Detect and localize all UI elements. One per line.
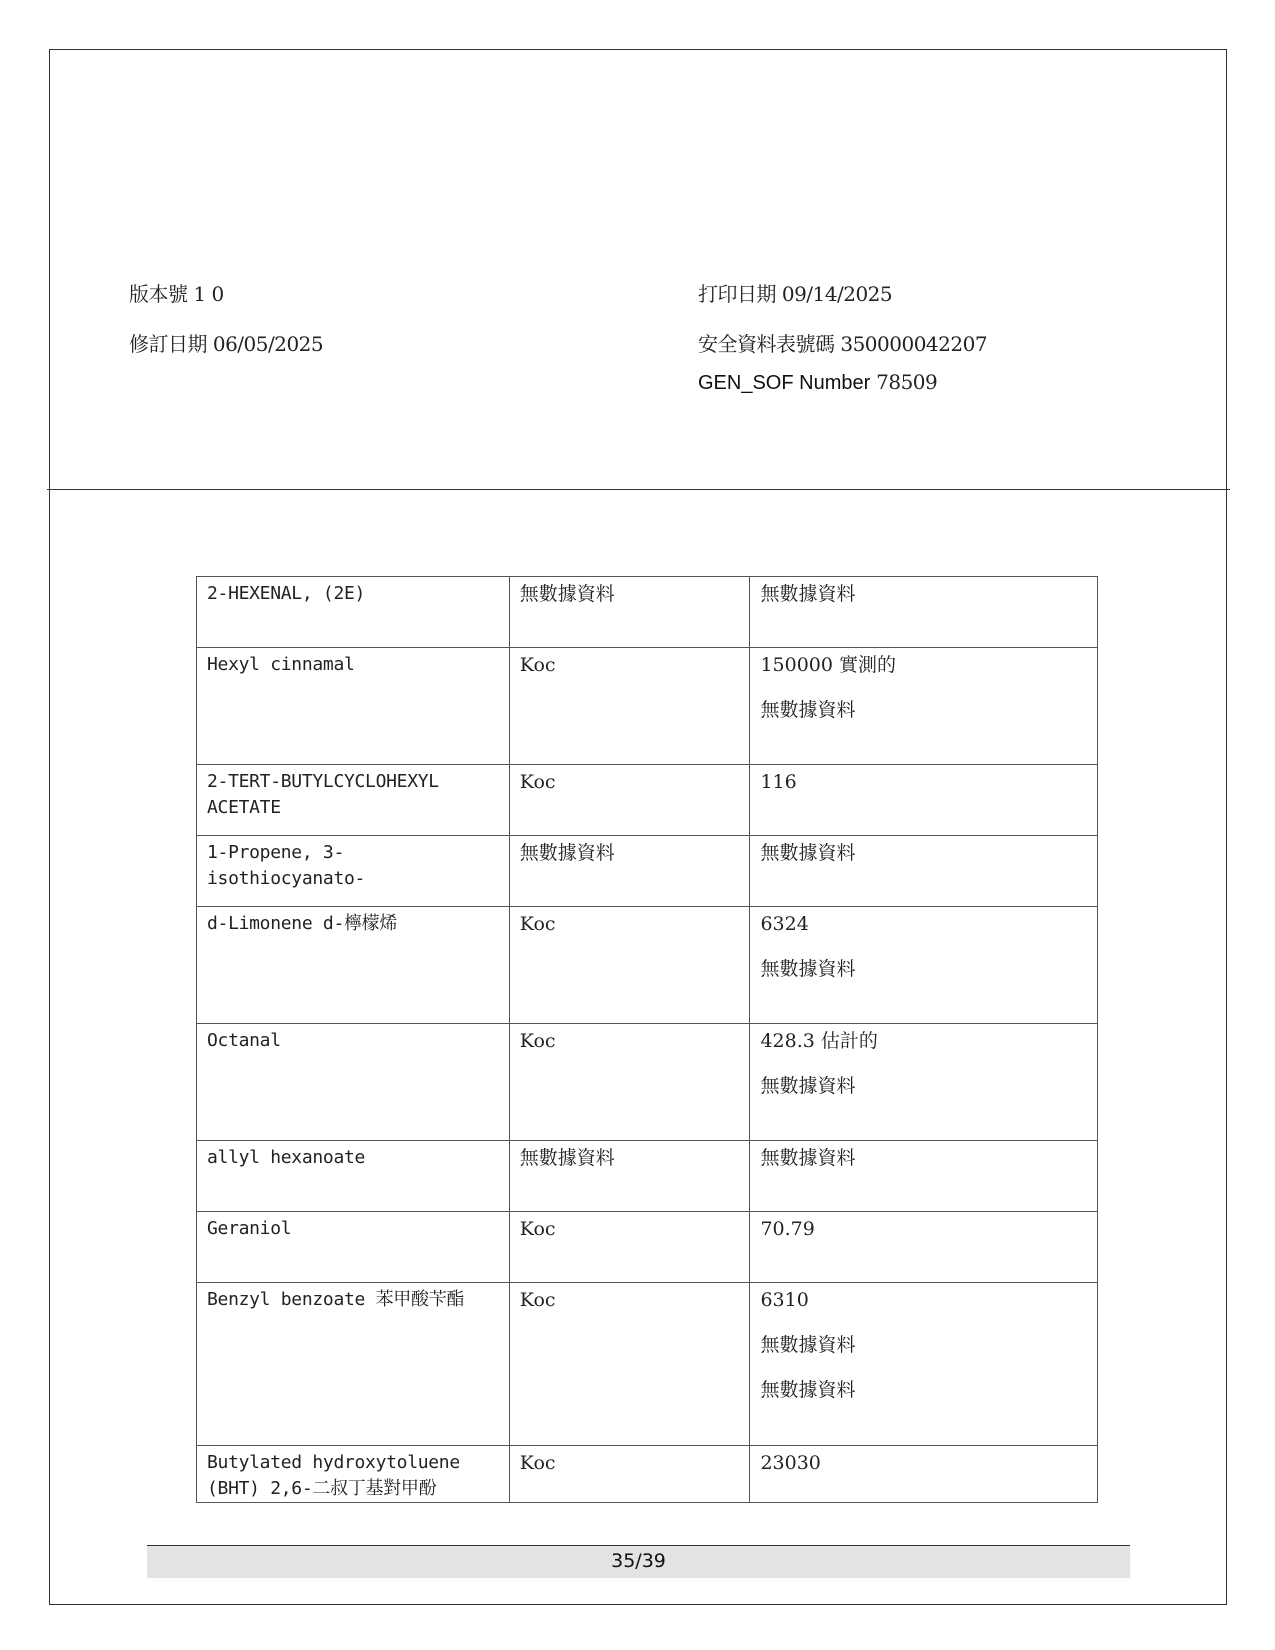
substance-cell: d-Limonene d-檸檬烯	[197, 907, 510, 1024]
substance-cell: 2-HEXENAL, (2E)	[197, 577, 510, 648]
value-line: 116	[760, 771, 797, 793]
page-number: 35/39	[611, 1550, 666, 1572]
substance-cell: 1-Propene, 3-isothiocyanato-	[197, 836, 510, 907]
gen-sof-label: GEN_SOF Number	[698, 372, 871, 394]
parameter-cell: Koc	[509, 1024, 750, 1141]
print-date: 打印日期 09/14/2025	[698, 282, 893, 306]
value-line: 428.3 估計的	[760, 1030, 878, 1052]
sds-number: 安全資料表號碼 350000042207	[698, 332, 988, 356]
parameter-cell: Koc	[509, 765, 750, 836]
substance-cell: Geraniol	[197, 1212, 510, 1283]
value-line: 無數據資料	[760, 583, 856, 605]
substance-cell: allyl hexanoate	[197, 1141, 510, 1212]
value-line: 無數據資料	[760, 958, 856, 980]
table-row	[197, 1212, 1098, 1283]
table-row	[197, 1283, 1098, 1446]
page-footer	[147, 1545, 1130, 1578]
value-line: 6310	[760, 1289, 809, 1311]
value-cell	[750, 1141, 1098, 1212]
value-cell	[750, 648, 1098, 765]
value-line: 70.79	[760, 1218, 815, 1240]
revision-date: 修訂日期 06/05/2025	[129, 332, 324, 356]
table-row	[197, 1446, 1098, 1503]
value-cell	[750, 765, 1098, 836]
koc-table	[196, 576, 1098, 1503]
parameter-cell: 無數據資料	[509, 577, 750, 648]
parameter-cell: Koc	[509, 907, 750, 1024]
value-cell	[750, 1212, 1098, 1283]
value-cell	[750, 577, 1098, 648]
table-row	[197, 907, 1098, 1024]
value-cell	[750, 907, 1098, 1024]
table-row	[197, 648, 1098, 765]
parameter-cell: Koc	[509, 648, 750, 765]
value-line: 無數據資料	[760, 1075, 856, 1097]
value-line: 無數據資料	[760, 699, 856, 721]
table-row	[197, 1024, 1098, 1141]
table-row	[197, 1141, 1098, 1212]
value-line: 無數據資料	[760, 1379, 856, 1401]
parameter-cell: 無數據資料	[509, 1141, 750, 1212]
gen-sof-value: 78509	[876, 370, 938, 394]
version-number: 版本號 1 0	[129, 282, 224, 306]
value-cell	[750, 1024, 1098, 1141]
value-cell	[750, 836, 1098, 907]
parameter-cell: 無數據資料	[509, 836, 750, 907]
parameter-cell: Koc	[509, 1283, 750, 1446]
value-line: 無數據資料	[760, 1334, 856, 1356]
value-line: 150000 實測的	[760, 654, 897, 676]
table-row	[197, 577, 1098, 648]
table-row	[197, 836, 1098, 907]
substance-cell: 2-TERT-BUTYLCYCLOHEXYL ACETATE	[197, 765, 510, 836]
substance-cell: Octanal	[197, 1024, 510, 1141]
value-line: 無數據資料	[760, 1147, 856, 1169]
gen-sof-number	[698, 370, 937, 395]
table-row	[197, 765, 1098, 836]
value-cell	[750, 1283, 1098, 1446]
header-divider	[47, 489, 1230, 490]
parameter-cell: Koc	[509, 1446, 750, 1503]
substance-cell: Hexyl cinnamal	[197, 648, 510, 765]
substance-cell: Butylated hydroxytoluene (BHT) 2,6-二叔丁基對甲酚	[197, 1446, 510, 1503]
value-cell	[750, 1446, 1098, 1503]
parameter-cell: Koc	[509, 1212, 750, 1283]
value-line: 23030	[760, 1452, 821, 1474]
value-line: 6324	[760, 913, 809, 935]
value-line: 無數據資料	[760, 842, 856, 864]
substance-cell: Benzyl benzoate 苯甲酸苄酯	[197, 1283, 510, 1446]
